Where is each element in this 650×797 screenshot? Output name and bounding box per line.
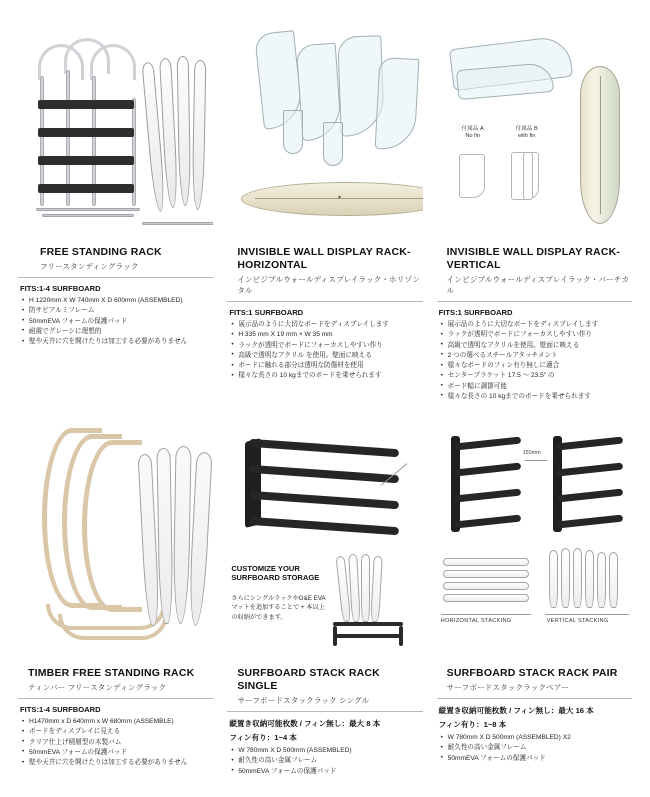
spec-item: • 50mmEVA フォームの保護パッド bbox=[231, 767, 422, 777]
rack-arm bbox=[454, 489, 520, 503]
divider bbox=[437, 301, 632, 302]
promo-text: さらにシングルラックやG&E EVA マットを追加することで + 本以上の収納ができます。 bbox=[231, 595, 326, 621]
surfboard bbox=[187, 452, 212, 627]
rack-foam-pad bbox=[38, 128, 134, 137]
caption-rule bbox=[545, 614, 629, 615]
timber-arc bbox=[82, 440, 142, 612]
rack-arm bbox=[249, 491, 399, 509]
surfboard bbox=[443, 570, 529, 578]
product-fits-line-2: フィン有り：1~8 本 bbox=[438, 720, 507, 730]
attachment-bracket-a bbox=[459, 154, 485, 198]
product-title: TIMBER FREE STANDING RACK bbox=[28, 667, 195, 679]
product-title: SURFBOARD STACK RACK SINGLE bbox=[237, 667, 380, 693]
surfboard bbox=[549, 550, 558, 608]
rack-arm bbox=[333, 634, 403, 638]
product-fits: FITS:1-4 SURFBOARD bbox=[20, 705, 101, 715]
rack-post bbox=[451, 436, 460, 532]
product-illustration-stack-rack-single bbox=[227, 418, 422, 663]
product-title: INVISIBLE WALL DISPLAY RACK-HORIZONTAL bbox=[237, 246, 411, 272]
spec-item: • 耐久性の高い金属フレーム bbox=[441, 743, 632, 753]
product-title: INVISIBLE WALL DISPLAY RACK-VERTICAL bbox=[446, 246, 621, 272]
divider bbox=[18, 277, 213, 278]
surfboard bbox=[443, 582, 529, 590]
rack-post bbox=[399, 626, 403, 646]
rack-base bbox=[36, 208, 140, 211]
product-fits-line-2: フィン有り：1~4 本 bbox=[229, 733, 297, 743]
surfboard bbox=[585, 550, 594, 608]
spec-item: • H1470mm x D 640mm x W 680mm (ASSEMBLE) bbox=[22, 717, 213, 727]
rack-foam-pad bbox=[38, 184, 134, 193]
spec-item: • 50mmEVA フォームの保護パッド bbox=[22, 748, 213, 758]
product-spec-list bbox=[18, 717, 213, 768]
product-subtitle: フリースタンディングラック bbox=[40, 262, 139, 272]
surfboard bbox=[192, 60, 207, 210]
product-title: SURFBOARD STACK RACK PAIR bbox=[446, 667, 618, 679]
caption-rule bbox=[441, 614, 531, 615]
rack-arm bbox=[556, 515, 622, 529]
product-card-invisible-wall-display-rack-vertical bbox=[437, 14, 632, 402]
rack-arm bbox=[333, 622, 403, 626]
spec-item: • H 335 mm X 19 mm × W 35 mm bbox=[231, 330, 422, 340]
rack-arm bbox=[249, 465, 399, 483]
rack-arm bbox=[454, 515, 520, 529]
product-subtitle: インビジブルウォールディスプレイラック・バーチカル bbox=[446, 275, 630, 296]
rack-arm bbox=[556, 463, 622, 477]
surfboard-horizontal bbox=[241, 182, 422, 216]
wall-mount-plate bbox=[245, 438, 261, 528]
product-fits: FITS:1 SURFBOARD bbox=[229, 308, 304, 318]
product-fits-line-1: 縦置き収納可能枚数 / フィン無し：最大 16 本 bbox=[438, 706, 594, 716]
surfboard bbox=[361, 554, 370, 622]
rack-foam-pad bbox=[38, 156, 134, 165]
spec-item: • 展示品のように大切なボードをディスプレイします bbox=[441, 320, 632, 330]
spec-item: • 50mmEVA フォームの保護パッド bbox=[441, 754, 632, 764]
caption-horizontal-stacking: HORIZONTAL STACKING bbox=[440, 618, 512, 624]
attachment-b-label: 付属品 B with fin bbox=[515, 126, 538, 140]
rack-post bbox=[553, 436, 562, 532]
product-subtitle: ティンバー フリースタンディングラック bbox=[28, 683, 167, 693]
spec-item: • 高級で透明なアクリル を使用。壁面に映える bbox=[231, 351, 422, 361]
spec-item: • W 780mm X D 500mm (ASSEMBLED) X2 bbox=[441, 733, 632, 743]
surfboard bbox=[371, 556, 383, 622]
rack-arm bbox=[556, 437, 622, 451]
product-fits: FITS:1 SURFBOARD bbox=[438, 308, 513, 318]
divider bbox=[227, 301, 422, 302]
product-fits-line-1: 縦置き収納可能枚数 / フィン無し：最大 8 本 bbox=[229, 719, 381, 729]
surfboard bbox=[443, 594, 529, 602]
product-subtitle: インビジブルウォールディスプレイラック・ホリゾンタル bbox=[237, 275, 420, 296]
surfboard bbox=[172, 446, 191, 624]
product-illustration-timber-rack bbox=[18, 418, 213, 663]
spec-item: • 高級で透明なアクリルを使用。壁面に映える bbox=[441, 341, 632, 351]
product-spec-list bbox=[18, 296, 213, 347]
row-spacer bbox=[18, 402, 632, 418]
spec-item: • センターブラケット 17.5 ～ 23.5" の bbox=[441, 371, 632, 381]
spec-item: • ラックが透明でボードにフォーカスしやすい作り bbox=[231, 341, 422, 351]
product-grid-row-1 bbox=[18, 14, 632, 402]
surfboard bbox=[156, 448, 173, 624]
spec-item: • クリア仕上げ積層型の木製バム bbox=[22, 738, 213, 748]
product-title: FREE STANDING RACK bbox=[40, 246, 162, 258]
spec-item: • 様々なボードのフィン有り無しに適合 bbox=[441, 361, 632, 371]
rack-arm bbox=[556, 489, 622, 503]
product-illustration-stack-rack-pair bbox=[437, 418, 632, 663]
spec-item: • 防サビアルミフレーム bbox=[22, 306, 213, 316]
promo-title: CUSTOMIZE YOUR SURFBOARD STORAGE bbox=[231, 564, 320, 583]
product-illustration-free-standing-rack bbox=[18, 14, 213, 242]
surfboard bbox=[177, 56, 192, 206]
spec-item: • 様々な長さの 10 kgまでのボードを乗せられます bbox=[231, 371, 422, 381]
product-spec-list bbox=[437, 320, 632, 402]
spec-item: • 耐震でグレーシに理想的 bbox=[22, 327, 213, 337]
product-card-surfboard-stack-rack-single bbox=[227, 418, 422, 777]
spec-item: • 壁や天井に穴を開けたりは加工する必要がありません bbox=[22, 758, 213, 768]
acrylic-hook-foot bbox=[323, 122, 343, 166]
rack-base bbox=[42, 214, 134, 217]
attachment-a-label: 付属品 A No fin bbox=[461, 126, 484, 140]
product-spec-list bbox=[437, 733, 632, 764]
spec-item: • H 1220mm X W 740mm X D 600mm (ASSEMBLED) bbox=[22, 296, 213, 306]
board-seam bbox=[600, 76, 601, 213]
product-card-timber-free-standing-rack bbox=[18, 418, 213, 777]
surfboard bbox=[349, 554, 362, 622]
spec-item: • W 780mm X D 500mm (ASSEMBLED) bbox=[231, 746, 422, 756]
mini-rack-illustration bbox=[331, 556, 422, 652]
product-spec-list bbox=[227, 320, 422, 381]
product-card-free-standing-rack bbox=[18, 14, 213, 402]
rack-arm bbox=[249, 439, 399, 457]
divider bbox=[437, 698, 632, 699]
spec-item: • 壁や天井に穴を開けたりは加工する必要がありません bbox=[22, 337, 213, 347]
spec-item: • ボードに触れる部分は透明な防傷材を使用 bbox=[231, 361, 422, 371]
acrylic-hook bbox=[375, 57, 420, 151]
rack-arm bbox=[454, 437, 520, 451]
spec-item: • 50mmEVA フォームの保護パッド bbox=[22, 317, 213, 327]
dimension-label: 150mm bbox=[522, 450, 541, 456]
rack-foam-pad bbox=[38, 100, 134, 109]
product-grid-row-2 bbox=[18, 418, 632, 777]
surfboard bbox=[443, 558, 529, 566]
spec-item: • 耐久性の高い金属フレーム bbox=[231, 756, 422, 766]
board-logo: ◆ bbox=[338, 193, 342, 199]
product-fits: FITS:1-4 SURFBOARD bbox=[20, 284, 101, 294]
product-subtitle: サーフボードスタックラック シングル bbox=[237, 696, 370, 706]
caption-vertical-stacking: VERTICAL STACKING bbox=[546, 618, 609, 624]
spec-item: • ボードをディスプレイに見える bbox=[22, 727, 213, 737]
product-illustration-invisible-horizontal bbox=[227, 14, 422, 242]
rack-post bbox=[333, 626, 337, 646]
surfboard bbox=[573, 548, 582, 608]
surfboard bbox=[561, 548, 570, 608]
spec-item: • ラックが透明でボードにフォーカスしやすい作り bbox=[441, 330, 632, 340]
rack-frame bbox=[36, 38, 144, 214]
surfboard bbox=[609, 552, 618, 608]
product-subtitle: サーフボードスタックラックペアー bbox=[446, 683, 570, 693]
attachment-bracket-b-fin bbox=[523, 152, 533, 200]
spec-item: • 2 つの選べるスチールアタッチメント bbox=[441, 351, 632, 361]
surfboard-group bbox=[146, 54, 213, 224]
spec-item: • 展示品のように大切なボードをディスプレイします bbox=[231, 320, 422, 330]
rack-arm bbox=[454, 463, 520, 477]
acrylic-hook-foot bbox=[283, 110, 303, 154]
spec-item-continuation: • ボード幅に調節可能 bbox=[441, 382, 632, 392]
board-stand-base bbox=[142, 222, 213, 225]
rack-arc bbox=[90, 44, 136, 80]
surfboard-vertical bbox=[580, 66, 620, 224]
product-spec-list bbox=[227, 746, 422, 777]
dimension-line bbox=[525, 460, 547, 461]
product-card-invisible-wall-display-rack-horizontal bbox=[227, 14, 422, 402]
surfboard bbox=[597, 552, 606, 608]
spec-item: • 様々な長さの 10 kgまでのボードを乗せられます bbox=[441, 392, 632, 402]
divider bbox=[18, 698, 213, 699]
divider bbox=[227, 711, 422, 712]
product-card-surfboard-stack-rack-pair bbox=[437, 418, 632, 777]
rack-arm bbox=[249, 517, 399, 535]
product-illustration-invisible-vertical bbox=[437, 14, 632, 242]
